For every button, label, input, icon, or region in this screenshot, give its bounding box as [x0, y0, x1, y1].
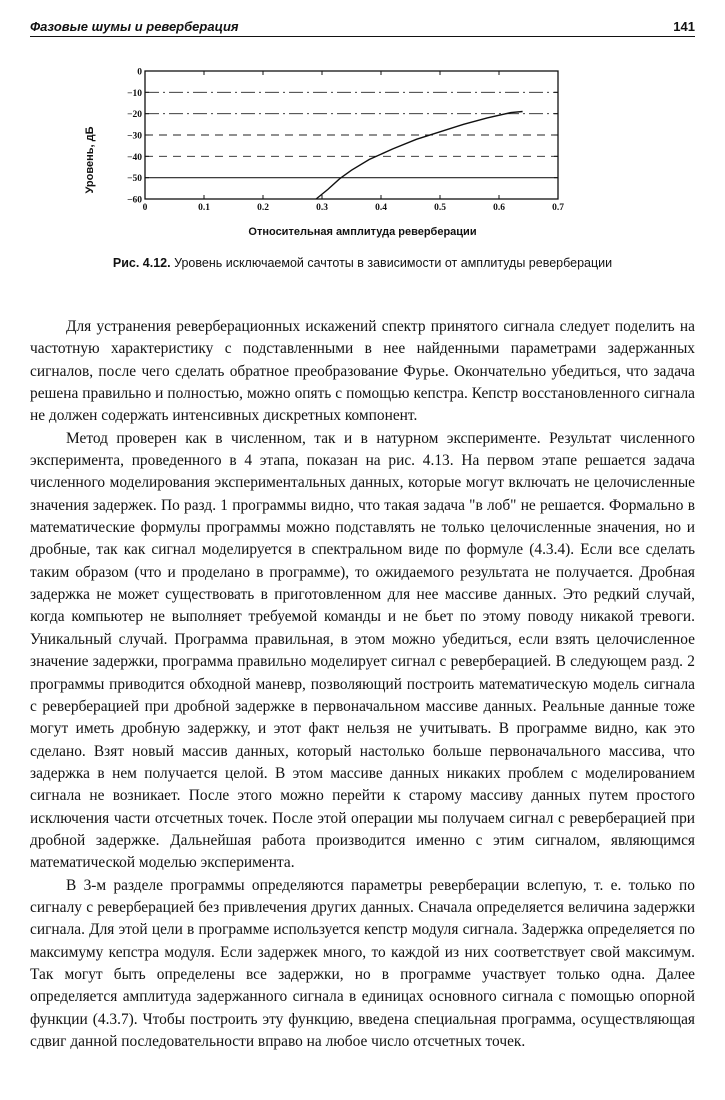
- y-tick-label: −30: [127, 131, 142, 142]
- caption-text: Уровень исключаемой сачтоты в зависимости от амплитуды реверберации: [174, 256, 613, 270]
- y-tick-label: −60: [127, 195, 142, 206]
- y-axis-title: Уровень, дБ: [84, 126, 96, 194]
- page-number: 141: [673, 19, 695, 34]
- x-tick-label: 0.5: [434, 203, 446, 213]
- figure-caption: [0, 256, 725, 270]
- y-tick-label: 0: [137, 67, 142, 78]
- x-tick-label: 0.6: [493, 203, 505, 213]
- y-tick-label: −40: [127, 152, 142, 163]
- y-tick-label: −20: [127, 110, 142, 121]
- x-tick-label: 0.3: [316, 203, 328, 213]
- running-header: [30, 16, 695, 37]
- x-tick-label: 0.4: [375, 203, 387, 213]
- x-axis-title: Относительная амплитуда реверберации: [248, 226, 477, 238]
- x-tick-label: 0.1: [198, 203, 210, 213]
- x-tick-label: 0.2: [257, 203, 269, 213]
- x-tick-label: 0.7: [552, 203, 564, 213]
- reference-lines: [145, 92, 558, 177]
- caption-label: Рис. 4.12.: [112, 256, 171, 270]
- x-tick-label: 0: [142, 203, 148, 213]
- y-tick-label: −50: [127, 174, 142, 185]
- paragraph: Для устранения реверберационных искажений спектр принятого сигнала следует поделить на частотную характеристику с подставленными в нее найденными параметрами задержанных сигналов, после чего сделать обратное преобразование Фурье. Окончательно убедиться, что задача решена правильно и полностью, можно опять с помощью кепстра. Кепстр восстановленного сигнала не должен содержать интенсивных дискретных компонент.: [30, 318, 695, 425]
- series-layer: [316, 112, 522, 200]
- level-chart: [75, 60, 595, 250]
- paragraph: Метод проверен как в численном, так и в натурном эксперименте. Результат численного эксперимента, проведенного в 4 этапа, показан на рис. 4.13. На первом этапе решается задача численного моделирования экспериментальных данных, которые могут включать не целочисленные значения задержек. По разд. 1 программы видно, что такая задача "в лоб" не решается. Формально в математические формулы программы можно подставлять не только целочисленные значения, но и дробные, так как сигнал моделируется в спектральном виде по формуле (4.3.4). Если все сделать таким образом (что и проделано в программе), то ожидаемого результата не получается. Дробная задержка не может существовать в приготовленном для нее массиве данных. Это редкий случай, когда компьютер не выполняет требуемой команды и не бьет по этому поводу никакой тревоги. Уникальный случай. Программа правильная, в этом можно убедиться, если взять целочисленное значение задержки, программа правильно моделирует сигнал с реверберацией. В следующем разд. 2 программы приводится обходной маневр, позволяющий построить математическую модель сигнала с реверберацией при дробной задержке в первоначальном массиве данных. Реальные данные тоже могут иметь дробную задержку, и этот факт нельзя не учитывать. В программе видно, как это сделано. Взят новый массив данных, который настолько больше первоначального массива, что задержка в нем получается целой. В этом массиве данных никаких проблем с моделированием сигнала не возникает. После этого можно перейти к старому массиву данных путем простого исключения части отсчетных точек. После этой операции мы получаем сигнал с реверберацией при дробной задержке. Дальнейшая работа производится именно с этим сигналом, являющимся математической моделью эксперимента.: [30, 429, 695, 872]
- running-title: Фазовые шумы и реверберация: [30, 19, 239, 34]
- series-line: [316, 112, 522, 200]
- body-text: [30, 316, 695, 1053]
- figure-4-12: [75, 60, 595, 250]
- y-tick-label: −10: [127, 88, 142, 99]
- axis-ticks: [127, 68, 564, 214]
- paragraph: В 3-м разделе программы определяются параметры реверберации вслепую, т. е. только по сигналу с реверберацией без привлечения других данных. Сначала определяется величина задержки сигнала. Для этой цели в программе используется кепстр модуля сигнала. Задержка определяется по максимуму кепстра модуля. Если задержек много, то каждой из них соответствует свой максимум. Так могут быть определены все задержки, но в программе участвует только одна. Далее определяется амплитуда задержанного сигнала в единицах основного сигнала с помощью опорной функции (4.3.7). Чтобы построить эту функцию, введена специальная программа, осуществляющая сдвиг данной последовательности вправо на любое число отсчетных точек.: [30, 876, 695, 1050]
